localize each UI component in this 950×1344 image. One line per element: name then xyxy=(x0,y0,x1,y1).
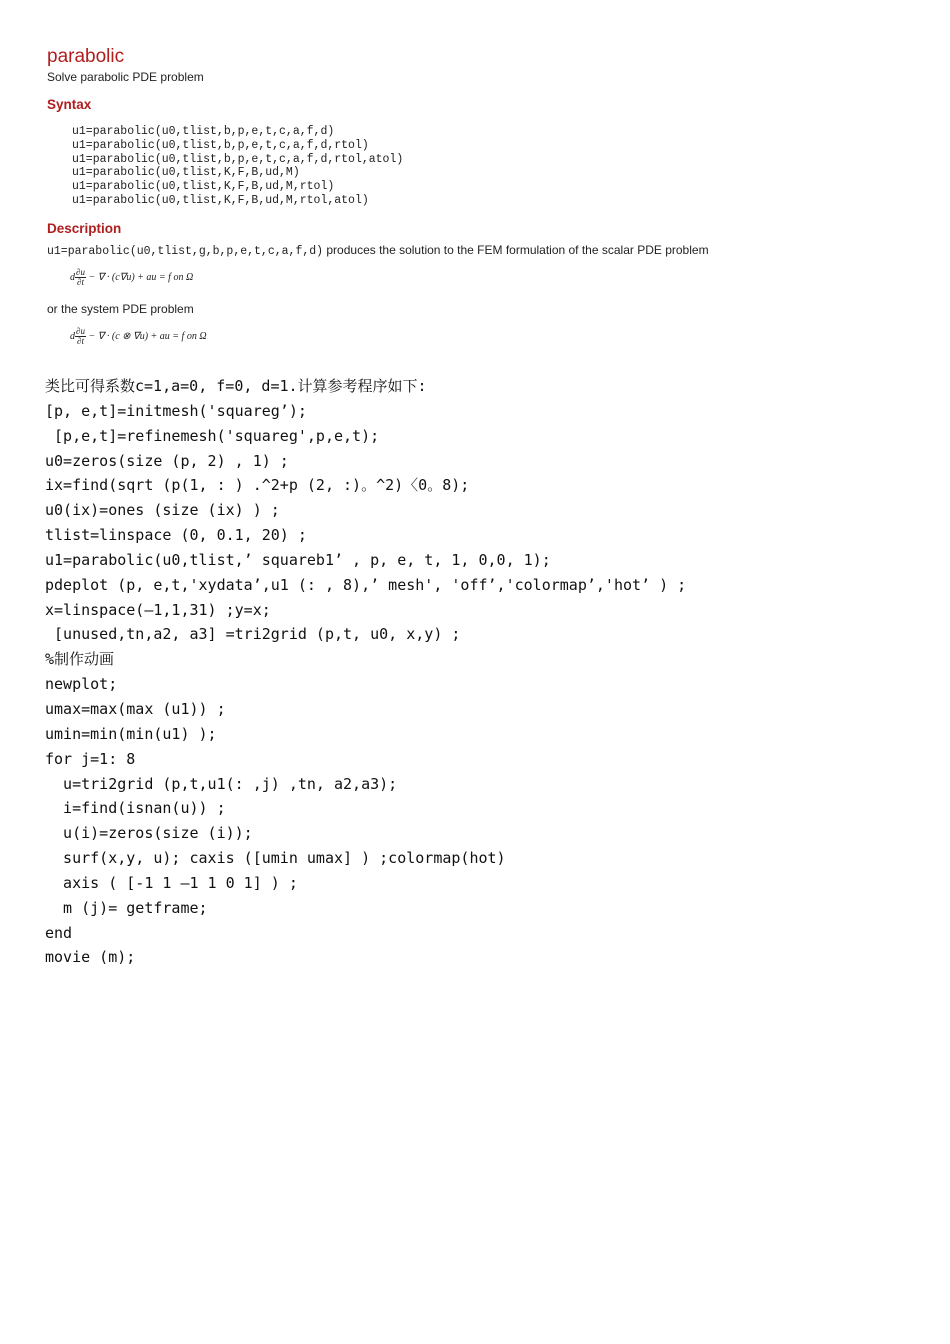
description-code: u1=parabolic(u0,tlist,g,b,p,e,t,c,a,f,d) xyxy=(47,245,324,258)
eq-denominator: ∂t xyxy=(77,277,84,287)
eq-numerator: ∂u xyxy=(76,326,85,336)
code-line: u1=parabolic(u0,tlist,’ squareb1’ , p, e, t, 1, 0,0, 1); xyxy=(45,550,551,569)
syntax-line: u1=parabolic(u0,tlist,K,F,B,ud,M,rtol,atol) xyxy=(72,193,369,207)
syntax-line: u1=parabolic(u0,tlist,K,F,B,ud,M) xyxy=(72,166,300,180)
code-line: movie (m); xyxy=(45,948,136,967)
code-line: ix=find(sqrt (p(1, : ) .^2+p (2, :)。^2)〈0。8); xyxy=(45,476,470,495)
description-line xyxy=(47,243,709,258)
doc-subtitle: Solve parabolic PDE problem xyxy=(47,70,204,84)
eq-coef: d xyxy=(70,330,75,342)
code-line: m (j)= getframe; xyxy=(45,898,208,917)
doc-title: parabolic xyxy=(47,46,125,67)
syntax-line: u1=parabolic(u0,tlist,K,F,B,ud,M,rtol) xyxy=(72,180,335,194)
code-line: u0=zeros(size (p, 2) , 1) ; xyxy=(45,451,289,470)
code-line: [p,e,t]=refinemesh('squareg',p,e,t); xyxy=(45,426,380,445)
eq-rest: − ∇ · (c ⊗ ∇u) + au = f on Ω xyxy=(85,330,207,342)
scalar-equation xyxy=(70,268,193,287)
description-heading: Description xyxy=(47,221,122,236)
syntax-line: u1=parabolic(u0,tlist,b,p,e,t,c,a,f,d,rtol,atol) xyxy=(72,152,404,166)
eq-numerator: ∂u xyxy=(76,267,85,277)
code-line: umax=max(max (u1)) ; xyxy=(45,699,226,718)
eq-fraction xyxy=(75,327,86,346)
code-line: end xyxy=(45,923,73,942)
eq-fraction xyxy=(75,268,86,287)
syntax-block xyxy=(72,125,403,208)
syntax-heading: Syntax xyxy=(47,97,92,112)
code-line: x=linspace(—1,1,31) ;y=x; xyxy=(45,600,271,619)
code-line: i=find(isnan(u)) ; xyxy=(45,799,226,818)
code-line: [unused,tn,a2, a3] =tri2grid (p,t, u0, x,y) ; xyxy=(45,625,461,644)
code-line: newplot; xyxy=(45,675,118,694)
code-line: axis ( [-1 1 —1 1 0 1] ) ; xyxy=(45,873,298,892)
code-line: u0(ix)=ones (size (ix) ) ; xyxy=(45,501,280,520)
code-line: [p, e,t]=initmesh('squareg’); xyxy=(45,401,307,420)
syntax-line: u1=parabolic(u0,tlist,b,p,e,t,c,a,f,d,rtol) xyxy=(72,138,369,152)
eq-rest: − ∇ · (c∇u) + au = f on Ω xyxy=(85,271,194,283)
code-line: pdeplot (p, e,t,'xydata’,u1 (: , 8),’ mesh', 'off’,'colormap’,'hot’ ) ; xyxy=(45,575,687,594)
eq-coef: d xyxy=(70,271,75,283)
code-line: umin=min(min(u1) ); xyxy=(45,724,217,743)
code-line: for j=1: 8 xyxy=(45,749,136,768)
code-line: tlist=linspace (0, 0.1, 20) ; xyxy=(45,526,307,545)
syntax-line: u1=parabolic(u0,tlist,b,p,e,t,c,a,f,d) xyxy=(72,125,335,138)
code-line: u(i)=zeros(size (i)); xyxy=(45,824,253,843)
code-line: %制作动画 xyxy=(45,650,115,669)
code-block xyxy=(45,374,686,970)
code-line: 类比可得系数c=1,a=0, f=0, d=1.计算参考程序如下: xyxy=(45,377,427,395)
description-text: produces the solution to the FEM formulation of the scalar PDE problem xyxy=(323,243,709,257)
system-label: or the system PDE problem xyxy=(47,302,194,316)
system-equation xyxy=(70,327,207,346)
eq-denominator: ∂t xyxy=(77,336,84,346)
code-line: surf(x,y, u); caxis ([umin umax] ) ;colormap(hot) xyxy=(45,849,506,868)
code-line: u=tri2grid (p,t,u1(: ,j) ,tn, a2,a3); xyxy=(45,774,398,793)
